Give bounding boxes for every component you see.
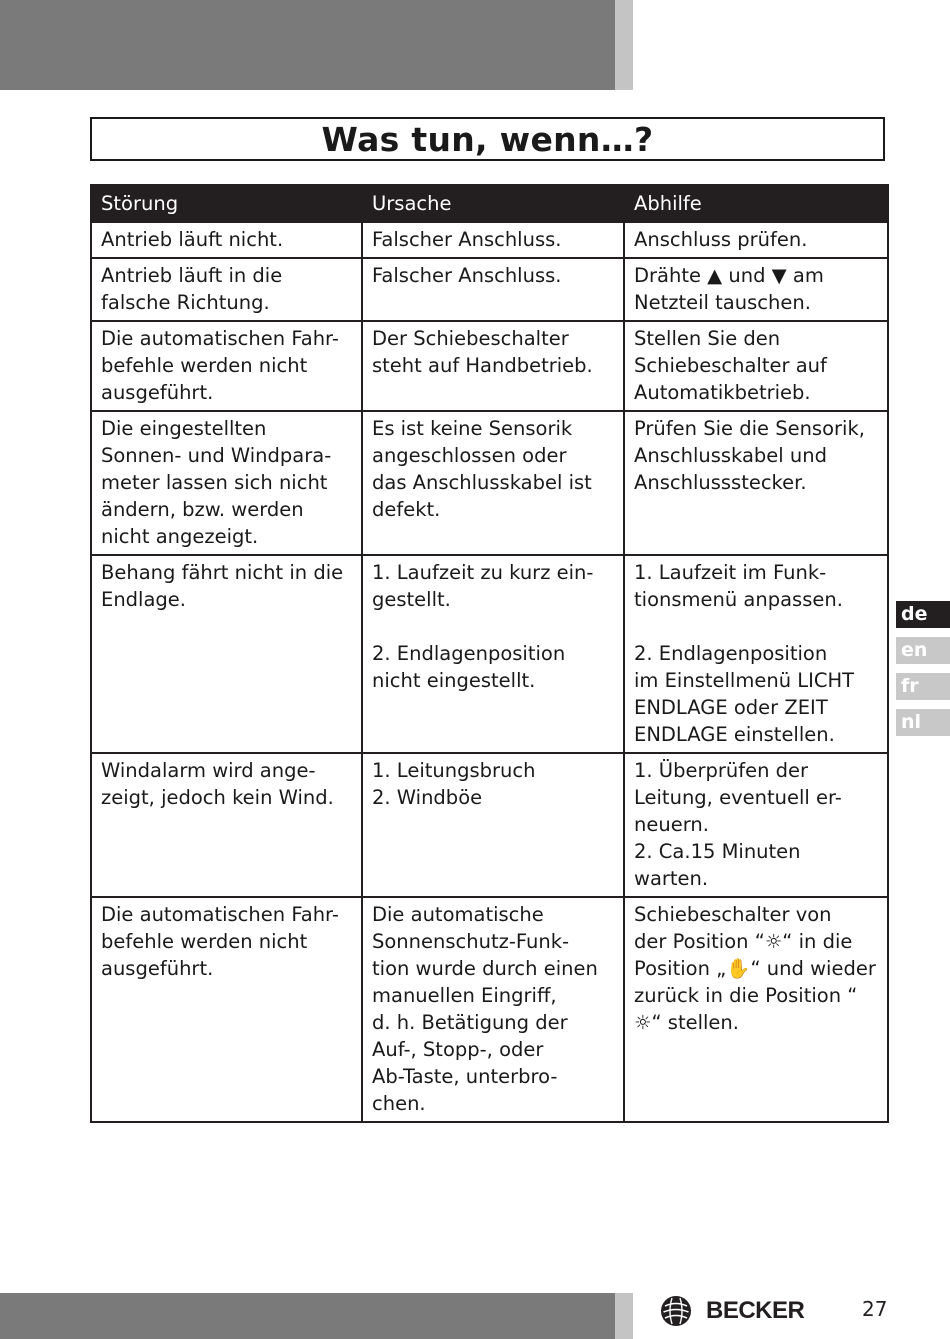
table-row	[91, 555, 888, 753]
brand-name: BECKER	[706, 1297, 805, 1324]
language-tab-fr[interactable]: fr	[896, 673, 950, 700]
top-band-edge	[615, 0, 633, 90]
table-row	[91, 258, 888, 321]
cell-stoerung: Die automatischen Fahr- befehle werden nicht ausgeführt.	[91, 897, 362, 1122]
cell-stoerung: Behang fährt nicht in die Endlage.	[91, 555, 362, 753]
cell-ursache: Falscher Anschluss.	[362, 258, 624, 321]
table-row	[91, 897, 888, 1122]
cell-ursache: Es ist keine Sensorik angeschlossen oder das Anschlusskabel ist defekt.	[362, 411, 624, 555]
cell-abhilfe: 1. Überprüfen der Leitung, eventuell er- neuern. 2. Ca.15 Minuten warten.	[624, 753, 888, 897]
header-abhilfe: Abhilfe	[624, 185, 888, 222]
cell-ursache: Der Schiebeschalter steht auf Handbetrieb.	[362, 321, 624, 411]
title-box	[90, 117, 885, 161]
language-tabs	[896, 601, 950, 745]
cell-ursache: 1. Laufzeit zu kurz ein- gestellt. 2. Endlagenposition nicht eingestellt.	[362, 555, 624, 753]
table-row	[91, 222, 888, 258]
header-stoerung: Störung	[91, 185, 362, 222]
cell-ursache: Die automatische Sonnenschutz-Funk- tion wurde durch einen manuellen Eingriff, d. h. Betätigung der Auf-, Stopp-, oder Ab-Taste, unterbro- chen.	[362, 897, 624, 1122]
cell-stoerung: Antrieb läuft in die falsche Richtung.	[91, 258, 362, 321]
troubleshooting-table	[90, 184, 889, 1123]
cell-stoerung: Antrieb läuft nicht.	[91, 222, 362, 258]
table-row	[91, 321, 888, 411]
page-number: 27	[862, 1297, 888, 1321]
bottom-decorative-band	[0, 1293, 615, 1339]
cell-abhilfe: Anschluss prüfen.	[624, 222, 888, 258]
cell-stoerung: Die eingestellten Sonnen- und Windpara- meter lassen sich nicht ändern, bzw. werden nicht angezeigt.	[91, 411, 362, 555]
top-decorative-band	[0, 0, 615, 90]
bottom-band-edge	[615, 1293, 633, 1339]
header-ursache: Ursache	[362, 185, 624, 222]
cell-stoerung: Die automatischen Fahr- befehle werden nicht ausgeführt.	[91, 321, 362, 411]
cell-abhilfe: Drähte ▲ und ▼ am Netzteil tauschen.	[624, 258, 888, 321]
table-header-row	[91, 185, 888, 222]
page-title: Was tun, wenn…?	[321, 119, 654, 159]
cell-abhilfe: Prüfen Sie die Sensorik, Anschlusskabel und Anschlussstecker.	[624, 411, 888, 555]
language-tab-de[interactable]: de	[896, 601, 950, 628]
cell-ursache: 1. Leitungsbruch 2. Windböe	[362, 753, 624, 897]
cell-abhilfe: Schiebeschalter von der Position “☼“ in die Position „✋“ und wieder zurück in die Position “ ☼“ stellen.	[624, 897, 888, 1122]
cell-abhilfe: 1. Laufzeit im Funk- tionsmenü anpassen. 2. Endlagenposition im Einstellmenü LICHT ENDLAGE oder ZEIT ENDLAGE einstellen.	[624, 555, 888, 753]
language-tab-en[interactable]: en	[896, 637, 950, 664]
cell-stoerung: Windalarm wird ange- zeigt, jedoch kein Wind.	[91, 753, 362, 897]
language-tab-nl[interactable]: nl	[896, 709, 950, 736]
table-row	[91, 753, 888, 897]
cell-ursache: Falscher Anschluss.	[362, 222, 624, 258]
becker-logo	[660, 1293, 804, 1329]
table-row	[91, 411, 888, 555]
cell-abhilfe: Stellen Sie den Schiebeschalter auf Automatikbetrieb.	[624, 321, 888, 411]
becker-globe-icon	[660, 1295, 692, 1327]
